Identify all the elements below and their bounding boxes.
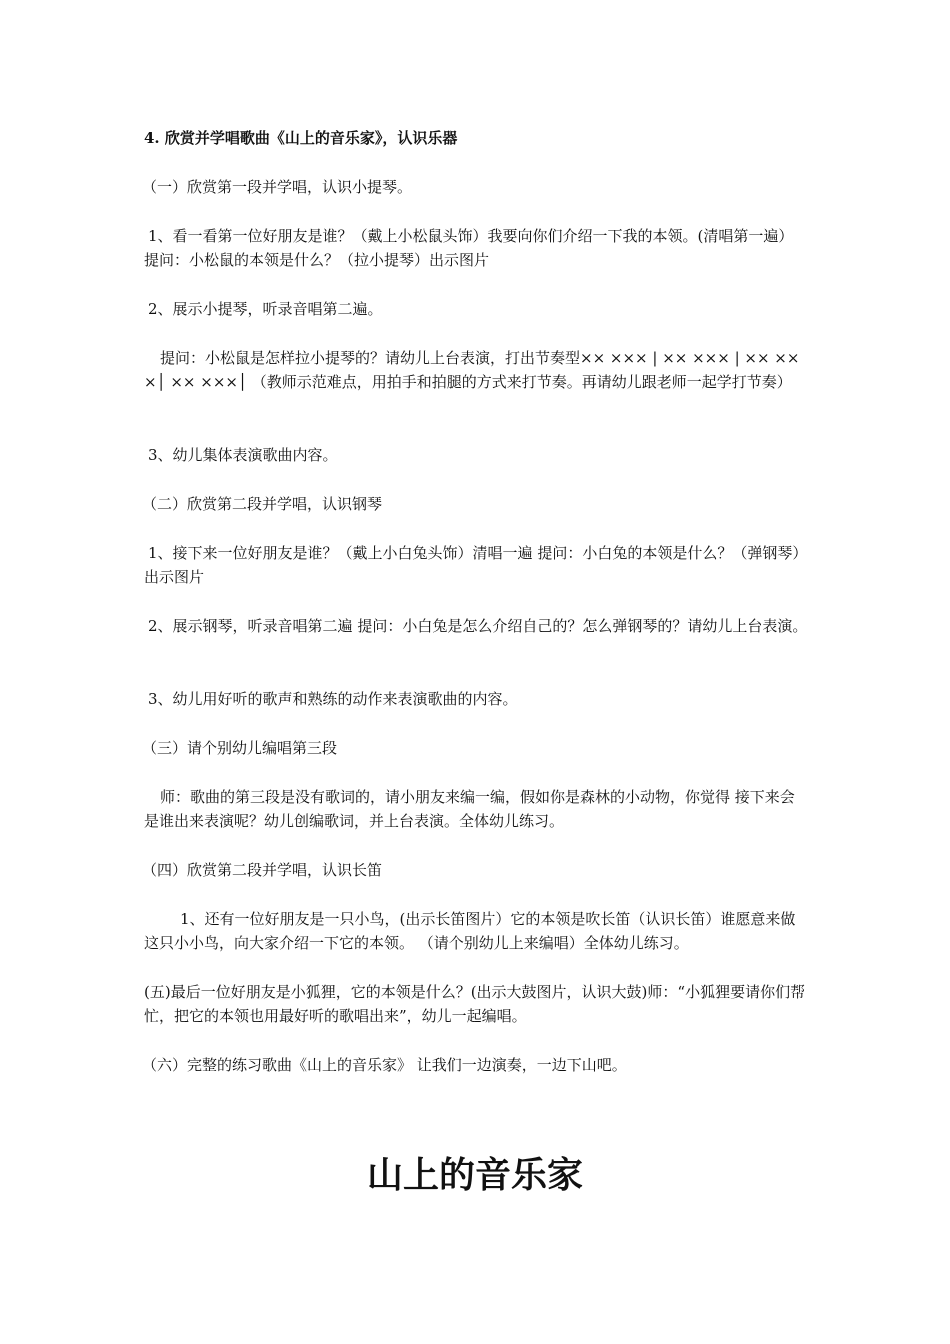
section-heading: 4. 欣赏并学唱歌曲《山上的音乐家》，认识乐器 [144, 129, 458, 147]
song-title: 山上的音乐家 [366, 1155, 583, 1197]
paragraph-part-4: （四）欣赏第二段并学唱，认识长笛 [142, 861, 383, 879]
paragraph-part-4-body: 1、还有一位好朋友是一只小鸟，(出示长笛图片）它的本领是吹长笛（认识长笛）谁愿意来做这只小小鸟，向大家介绍一下它的本领。 （请个别幼儿上来编唱）全体幼儿练习。 [144, 910, 796, 952]
paragraph-part-2: （二）欣赏第二段并学唱，认识钢琴 [142, 495, 383, 513]
paragraph-part-2-step-3: 3、幼儿用好听的歌声和熟练的动作来表演歌曲的内容。 [148, 690, 518, 708]
paragraph-part-3-body: 师：歌曲的第三段是没有歌词的，请小朋友来编一编，假如你是森林的小动物，你觉得 接下来会是谁出来表演呢？幼儿创编歌词，并上台表演。全体幼儿练习。 [144, 788, 795, 830]
paragraph-part-1-step-3: 3、幼儿集体表演歌曲内容。 [148, 446, 338, 464]
paragraph-part-2-step-2: 2、展示钢琴，听录音唱第二遍 提问：小白兔是怎么介绍自己的？怎么弹钢琴的？请幼儿上台表演。 [148, 617, 808, 635]
paragraph-part-2-step-1: 1、接下来一位好朋友是谁？（戴上小白兔头饰）清唱一遍 提问：小白兔的本领是什么？（弹钢琴）出示图片 [144, 544, 808, 586]
paragraph-part-5: (五)最后一位好朋友是小狐狸，它的本领是什么？(出示大鼓图片，认识大鼓)师：“小狐狸要请你们帮忙，把它的本领也用最好听的歌唱出来”，幼儿一起编唱。 [144, 983, 806, 1025]
paragraph-part-6: （六）完整的练习歌曲《山上的音乐家》 让我们一边演奏，一边下山吧。 [142, 1056, 627, 1074]
paragraph-part-3: （三）请个别幼儿编唱第三段 [142, 739, 338, 757]
paragraph-part-1-step-2: 2、展示小提琴，听录音唱第二遍。 [148, 300, 383, 318]
paragraph-part-1-step-1: 1、看一看第一位好朋友是谁？（戴上小松鼠头饰）我要向你们介绍一下我的本领。(清唱第一遍） 提问：小松鼠的本领是什么？（拉小提琴）出示图片 [144, 227, 794, 269]
paragraph-part-1: （一）欣赏第一段并学唱，认识小提琴。 [142, 178, 413, 196]
paragraph-rhythm-question: 提问：小松鼠是怎样拉小提琴的？请幼儿上台表演，打出节奏型×× ××× | ×× ××× | ×× ×××│ ×× ×××│ （教师示范难点，用拍手和拍腿的方式来打节奏。再请幼儿跟老师一起学打节奏） [144, 349, 800, 391]
